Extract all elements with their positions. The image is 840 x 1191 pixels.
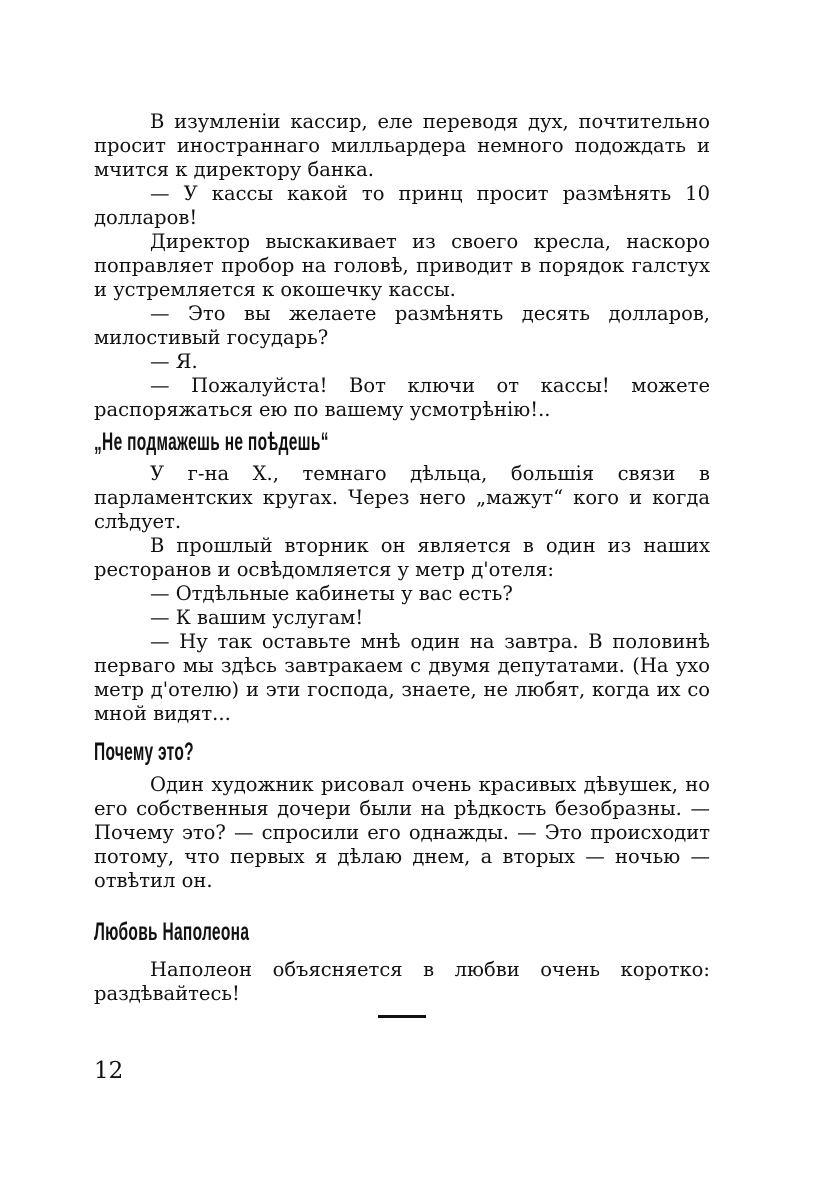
paragraph: Один художник рисовал очень красивых дѣвушек, но его собственныя дочери были на рѣдкость безобразны. — Почему это? — спросили его однажды. — Это происходит потому, что первых я дѣлаю днем, а вторых — ночью — отвѣтил он. bbox=[94, 773, 710, 892]
section-divider bbox=[378, 1015, 426, 1018]
section-heading: Любовь Наполеона bbox=[94, 918, 250, 946]
anecdote-restaurant-text bbox=[94, 462, 710, 726]
anecdote-napoleon-text bbox=[94, 958, 710, 1006]
page-number: 12 bbox=[94, 1058, 124, 1084]
paragraph: — У кассы какой то принц просит размѣнять 10 долларов! bbox=[94, 182, 710, 229]
section-heading: Почему это? bbox=[94, 738, 194, 766]
paragraph: Наполеон объясняется в любви очень коротко: раздѣвайтесь! bbox=[94, 958, 710, 1005]
paragraph: — Это вы желаете размѣнять десять долларов, милостивый государь? bbox=[94, 302, 710, 349]
paragraph: У г-на X., темнаго дѣльца, большія связи в парламентских кругах. Через него „мажут“ кого и когда слѣдует. bbox=[94, 462, 710, 533]
paragraph: В изумленіи кассир, еле переводя дух, почтительно просит иностраннаго милльардера немного подождать и мчится к директору банка. bbox=[94, 110, 710, 181]
anecdote-artist-text bbox=[94, 773, 710, 893]
paragraph: — Ну так оставьте мнѣ один на завтра. В половинѣ перваго мы здѣсь завтракаем с двумя депутатами. (На ухо метр д'отелю) и эти господа, знаете, не любят, когда их со мной видят... bbox=[94, 630, 710, 725]
paragraph: — Я. bbox=[150, 350, 198, 373]
paragraph: Директор выскакивает из своего кресла, наскоро поправляет пробор на головѣ, приводит в порядок галстух и устремляется к окошечку кассы. bbox=[94, 230, 710, 301]
paragraph: — Пожалуйста! Вот ключи от кассы! можете распоряжаться ею по вашему усмотрѣнію!.. bbox=[94, 374, 710, 421]
anecdote-bank-text bbox=[94, 110, 710, 422]
section-heading: „Не подмажешь не поѣдешь“ bbox=[94, 428, 329, 456]
paragraph: — К вашим услугам! bbox=[150, 606, 364, 629]
paragraph: — Отдѣльные кабинеты у вас есть? bbox=[150, 582, 513, 605]
paragraph: В прошлый вторник он является в один из наших ресторанов и освѣдомляется у метр д'отеля: bbox=[94, 534, 710, 581]
